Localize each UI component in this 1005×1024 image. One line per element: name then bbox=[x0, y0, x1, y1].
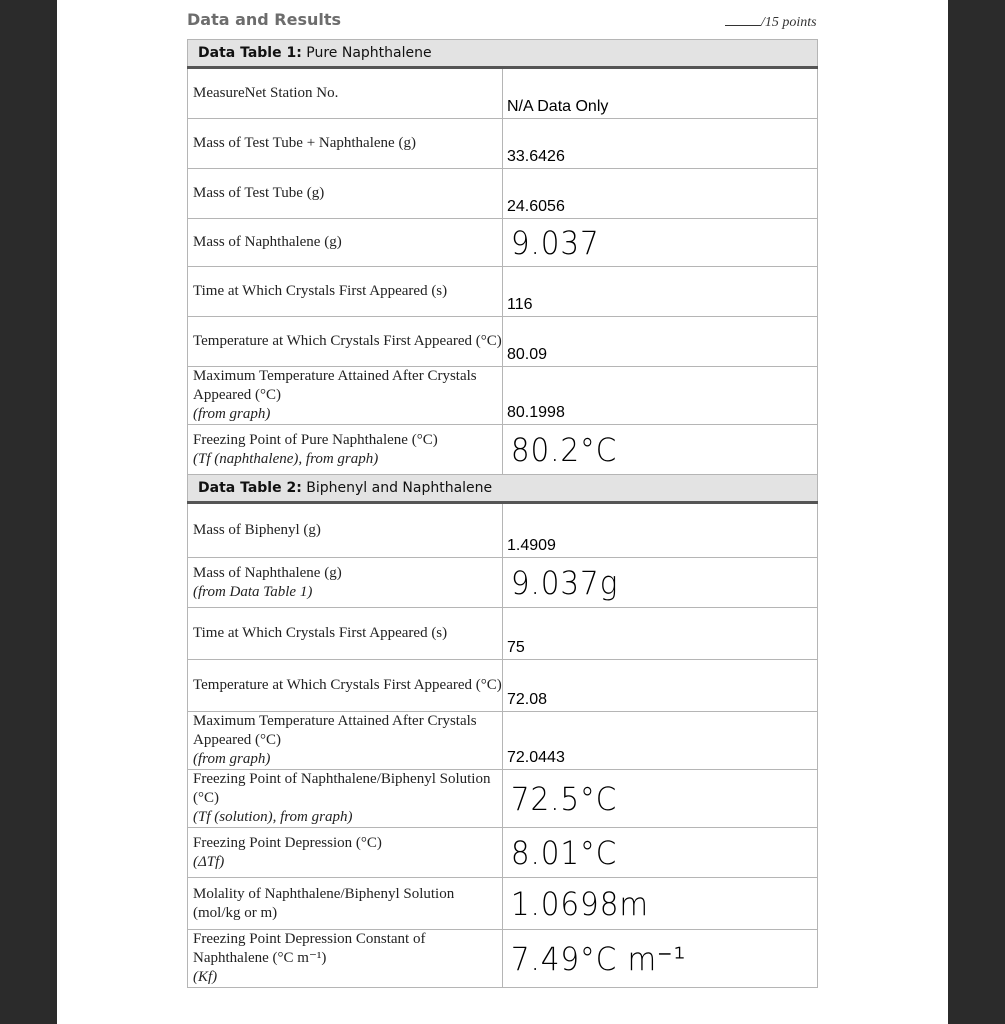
row-sublabel: (from Data Table 1) bbox=[193, 583, 313, 600]
table-row bbox=[188, 770, 818, 828]
row-label-cell bbox=[188, 930, 503, 988]
row-label-cell bbox=[188, 878, 503, 930]
points-indicator bbox=[725, 14, 817, 31]
table-row bbox=[188, 930, 818, 988]
row-label: Freezing Point of Naphthalene/Biphenyl Solution (°C) bbox=[193, 771, 491, 806]
row-label: Time at Which Crystals First Appeared (s) bbox=[193, 283, 448, 299]
table-row bbox=[188, 267, 818, 317]
row-label: Temperature at Which Crystals First Appeared (°C) bbox=[193, 333, 502, 349]
handwritten-answer[interactable]: 8.01°C bbox=[503, 828, 793, 878]
table2-title: Biphenyl and Naphthalene bbox=[301, 480, 493, 496]
table-row bbox=[188, 660, 818, 712]
row-sublabel: (ΔTf) bbox=[193, 853, 225, 870]
handwritten-answer[interactable]: 9.037 bbox=[503, 219, 793, 267]
table-row bbox=[188, 119, 818, 169]
row-label-cell bbox=[188, 660, 503, 712]
table-row bbox=[188, 169, 818, 219]
row-label-cell bbox=[188, 317, 503, 367]
row-label-cell bbox=[188, 68, 503, 119]
section-heading: Data and Results bbox=[187, 10, 342, 29]
row-label: Mass of Naphthalene (g) bbox=[193, 234, 342, 250]
handwritten-answer[interactable]: 72.5°C bbox=[503, 770, 793, 828]
table-row bbox=[188, 219, 818, 267]
table-row bbox=[188, 878, 818, 930]
row-label-cell bbox=[188, 425, 503, 475]
table-row bbox=[188, 68, 818, 119]
typed-answer[interactable]: 75 bbox=[503, 608, 818, 660]
table-row bbox=[188, 828, 818, 878]
row-label-cell bbox=[188, 503, 503, 558]
row-label: Freezing Point Depression (°C) bbox=[193, 834, 382, 851]
row-label-cell bbox=[188, 828, 503, 878]
row-label-cell bbox=[188, 558, 503, 608]
table2-title-bold: Data Table 2: bbox=[198, 480, 302, 496]
row-label: Maximum Temperature Attained After Crystals Appeared (°C) bbox=[193, 713, 477, 748]
row-label: Mass of Naphthalene (g) bbox=[193, 564, 342, 581]
score-blank[interactable] bbox=[725, 14, 761, 26]
typed-answer[interactable]: 33.6426 bbox=[503, 119, 818, 169]
table-row bbox=[188, 425, 818, 475]
row-label: Molality of Naphthalene/Biphenyl Solution (mol/kg or m) bbox=[193, 885, 455, 921]
row-label: Mass of Biphenyl (g) bbox=[193, 522, 321, 538]
points-label: /15 points bbox=[761, 15, 817, 30]
row-label: Freezing Point Depression Constant of Naphthalene (°C m⁻¹) bbox=[193, 931, 426, 966]
typed-answer[interactable]: 24.6056 bbox=[503, 169, 818, 219]
table1-title-bold: Data Table 1: bbox=[198, 45, 302, 61]
row-label-cell bbox=[188, 169, 503, 219]
table-row bbox=[188, 558, 818, 608]
row-label: Temperature at Which Crystals First Appeared (°C) bbox=[193, 677, 502, 693]
table-row bbox=[188, 608, 818, 660]
row-label-cell bbox=[188, 770, 503, 828]
table1-title: Pure Naphthalene bbox=[301, 45, 432, 61]
row-sublabel: (Tf (naphthalene), from graph) bbox=[193, 450, 379, 467]
row-label-cell bbox=[188, 608, 503, 660]
row-label: Mass of Test Tube + Naphthalene (g) bbox=[193, 135, 416, 151]
table1-header bbox=[188, 40, 818, 68]
row-label: Mass of Test Tube (g) bbox=[193, 185, 325, 201]
row-label: Freezing Point of Pure Naphthalene (°C) bbox=[193, 431, 438, 448]
typed-answer[interactable]: 1.4909 bbox=[503, 503, 818, 558]
handwritten-answer[interactable]: 7.49°C m⁻¹ bbox=[503, 930, 793, 988]
typed-answer[interactable]: 72.0443 bbox=[503, 712, 818, 770]
row-label-cell bbox=[188, 219, 503, 267]
handwritten-answer[interactable]: 9.037g bbox=[503, 558, 793, 608]
row-label: Time at Which Crystals First Appeared (s) bbox=[193, 625, 448, 641]
row-label-cell bbox=[188, 712, 503, 770]
handwritten-answer[interactable]: 1.0698m bbox=[503, 878, 793, 930]
typed-answer[interactable]: 72.08 bbox=[503, 660, 818, 712]
row-sublabel: (from graph) bbox=[193, 406, 271, 422]
row-label-cell bbox=[188, 367, 503, 425]
row-label: Maximum Temperature Attained After Crystals Appeared (°C) bbox=[193, 368, 477, 403]
row-label-cell bbox=[188, 119, 503, 169]
row-label: MeasureNet Station No. bbox=[193, 85, 339, 101]
typed-answer[interactable]: 80.09 bbox=[503, 317, 818, 367]
data-tables bbox=[187, 39, 818, 988]
typed-answer[interactable]: N/A Data Only bbox=[503, 68, 818, 119]
row-sublabel: (Tf (solution), from graph) bbox=[193, 809, 353, 825]
table-row bbox=[188, 317, 818, 367]
handwritten-answer[interactable]: 80.2°C bbox=[503, 425, 793, 475]
row-sublabel: (from graph) bbox=[193, 751, 271, 767]
table-row bbox=[188, 712, 818, 770]
typed-answer[interactable]: 80.1998 bbox=[503, 367, 818, 425]
row-label-cell bbox=[188, 267, 503, 317]
typed-answer[interactable]: 116 bbox=[503, 267, 818, 317]
table-row bbox=[188, 503, 818, 558]
table2-header bbox=[188, 475, 818, 503]
table-row bbox=[188, 367, 818, 425]
row-sublabel: (Kf) bbox=[193, 969, 218, 985]
